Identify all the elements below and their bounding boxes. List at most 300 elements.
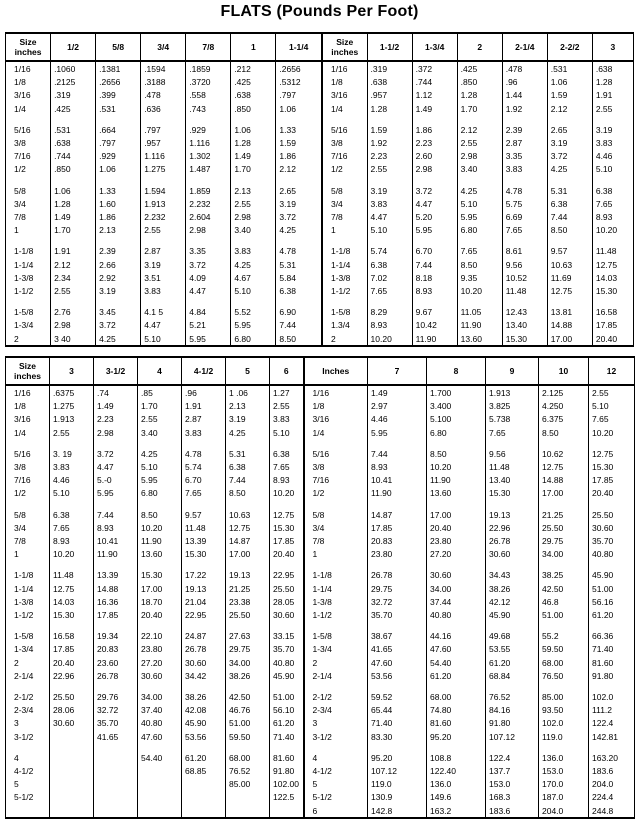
weight-value: 71.40 [270,730,304,743]
weight-value [427,621,486,629]
weight-value: 51.00 [270,690,304,703]
size-label: 1-1/4 [6,582,50,595]
weight-value: 5.95 [138,473,182,486]
weight-value: 14.03 [50,595,94,608]
weight-value: 45.90 [270,669,304,682]
weight-value: 54.40 [427,656,486,669]
weight-value [412,297,457,305]
weight-value: 5.74 [367,244,412,257]
weight-value: 45.90 [589,568,635,581]
weight-value: 6.38 [226,460,270,473]
size-label: 1-3/8 [322,271,367,284]
weight-value: 3.83 [502,162,547,175]
weight-value [589,743,635,751]
weight-value: 7.65 [486,426,539,439]
weight-value [427,439,486,447]
table-row [6,460,635,473]
weight-value: 5.95 [412,223,457,236]
weight-value [50,560,94,568]
weight-value: .3188 [141,75,186,88]
weight-value: 81.60 [427,716,486,729]
weight-value: 4.25 [138,447,182,460]
weight-value: 16.36 [94,595,138,608]
weight-value: 9.57 [547,244,592,257]
weight-value: 4.78 [502,184,547,197]
size-label [322,176,367,184]
weight-value: 4.78 [182,447,226,460]
weight-value [96,297,141,305]
weight-value: 30.60 [486,547,539,560]
weight-value: 59.52 [368,690,427,703]
size-label: 5/8 [6,184,51,197]
column-header: 1/2 [51,33,96,61]
weight-value [226,560,270,568]
weight-value: 16.58 [592,305,633,318]
weight-value: .636 [141,102,186,115]
weight-value: 2.55 [50,426,94,439]
weight-value: 20.40 [270,547,304,560]
size-label: 3/4 [6,197,51,210]
column-header: Inches [304,357,368,385]
size-label: 2-1/4 [304,669,368,682]
weight-value: 4.09 [186,271,231,284]
weight-value: 10.63 [547,258,592,271]
weight-value [368,682,427,690]
weight-value: .96 [502,75,547,88]
weight-value: .74 [94,385,138,399]
weight-value: 1.70 [51,223,96,236]
weight-value: 1.86 [276,149,322,162]
weight-value: 5.31 [226,447,270,460]
weight-value [96,236,141,244]
table-row [6,305,634,318]
weight-value: 35.70 [368,608,427,621]
size-label: 5/8 [6,508,50,521]
table-row [6,318,634,331]
weight-value: 7.65 [270,460,304,473]
weight-value [138,764,182,777]
size-label: 3/8 [322,136,367,149]
weight-value: 29.75 [368,582,427,595]
weight-value: 5.10 [270,426,304,439]
weight-value [182,743,226,751]
weight-value: 23.38 [226,595,270,608]
weight-value [276,297,322,305]
weight-value: 68.85 [182,764,226,777]
weight-value: 1.913 [486,385,539,399]
weight-value: 3.35 [502,149,547,162]
weight-value [51,297,96,305]
table-row [6,123,634,136]
weight-value [368,500,427,508]
weight-value [427,743,486,751]
table-row [6,258,634,271]
weight-value: 51.00 [539,608,589,621]
table-top [5,32,634,347]
weight-value: 40.80 [589,547,635,560]
weight-value: 40.80 [270,656,304,669]
weight-value: 2.98 [457,149,502,162]
weight-value: 1.70 [231,162,276,175]
weight-value: 17.85 [589,473,635,486]
size-label: 5 [6,777,50,790]
weight-value: 7.44 [412,258,457,271]
table-row [6,508,635,521]
weight-value: 85.00 [539,690,589,703]
table-row [6,682,635,690]
weight-value: 3.40 [138,426,182,439]
weight-value: 6.90 [276,305,322,318]
weight-value: 10.20 [138,521,182,534]
weight-value: 1.06 [547,75,592,88]
weight-value: 30.60 [50,716,94,729]
table-row [6,500,635,508]
size-label: 3/8 [304,460,368,473]
weight-value: 5.100 [427,412,486,425]
table-row [6,271,634,284]
size-label: 5/16 [322,123,367,136]
weight-value: 68.00 [226,751,270,764]
weight-value: .744 [412,75,457,88]
weight-value [592,115,633,123]
size-label: 7/8 [304,534,368,547]
weight-value: 7.65 [457,244,502,257]
weight-value: 26.78 [94,669,138,682]
weight-value: 95.20 [368,751,427,764]
page-title: FLATS (Pounds Per Foot) [220,3,419,20]
weight-value: 19.34 [94,629,138,642]
weight-value: 40.80 [138,716,182,729]
table-row [6,608,635,621]
weight-value [486,743,539,751]
weight-value [589,682,635,690]
size-label: 2-1/4 [6,669,50,682]
weight-value: 5.738 [486,412,539,425]
size-label: 4-1/2 [304,764,368,777]
weight-value: 2.66 [96,258,141,271]
weight-value: 35.70 [94,716,138,729]
weight-value: 2.98 [51,318,96,331]
size-label [322,297,367,305]
weight-value: 4.25 [276,223,322,236]
size-label: 3/16 [322,88,367,101]
weight-value: 6.38 [276,284,322,297]
table-row [6,743,635,751]
weight-value: 1 .06 [226,385,270,399]
weight-value: 20.83 [368,534,427,547]
weight-value: .957 [141,136,186,149]
weight-value: 2.13 [226,399,270,412]
weight-value [94,751,138,764]
weight-value: 30.60 [182,656,226,669]
weight-value: 2.76 [51,305,96,318]
weight-value: 13.81 [547,305,592,318]
weight-value: 6.375 [539,412,589,425]
weight-value [94,804,138,818]
weight-value: 15.30 [270,521,304,534]
weight-value: 5.10 [592,162,633,175]
weight-value [592,176,633,184]
size-label: 4 [304,751,368,764]
weight-value: 204.0 [589,777,635,790]
weight-value [486,621,539,629]
weight-value: 22.95 [182,608,226,621]
weight-value: .478 [141,88,186,101]
weight-value [138,743,182,751]
weight-value: 1.06 [231,123,276,136]
weight-value: 7.65 [50,521,94,534]
weight-value: 142.8 [368,804,427,818]
table-row [6,473,635,486]
weight-value: 4.47 [412,197,457,210]
weight-value: 4.78 [276,244,322,257]
weight-value: 3.72 [96,318,141,331]
weight-value: 91.80 [486,716,539,729]
weight-value: 61.20 [427,669,486,682]
weight-value: 8.93 [270,473,304,486]
weight-value: 2.98 [186,223,231,236]
weight-value: 10.20 [589,426,635,439]
weight-value: 9.56 [502,258,547,271]
weight-value: 9.56 [486,447,539,460]
weight-value: 17.85 [368,521,427,534]
table-row [6,236,634,244]
weight-value: 6.38 [367,258,412,271]
weight-value: 66.36 [589,629,635,642]
weight-value: 17.22 [182,568,226,581]
weight-value: 45.90 [486,608,539,621]
weight-value: 19.13 [486,508,539,521]
weight-value [182,439,226,447]
size-label: 1-1/2 [6,284,51,297]
weight-value [539,743,589,751]
weight-value: .425 [231,75,276,88]
table-row [6,61,634,75]
table-row [6,730,635,743]
weight-value: 11.48 [486,460,539,473]
table-row [6,656,635,669]
weight-value: 8.50 [539,426,589,439]
weight-value: 10.41 [368,473,427,486]
weight-value [182,560,226,568]
weight-value: 4.250 [539,399,589,412]
column-header: 1 [231,33,276,61]
weight-value: 12.75 [50,582,94,595]
weight-value [589,621,635,629]
weight-value: 1.59 [276,136,322,149]
column-header: Size inches [6,357,50,385]
weight-value: 168.3 [486,790,539,803]
table-row [6,595,635,608]
weight-value: 2.98 [94,426,138,439]
weight-value [502,115,547,123]
weight-value [270,621,304,629]
weight-value: 32.72 [94,703,138,716]
weight-value: 2.13 [231,184,276,197]
weight-value: 1.28 [457,88,502,101]
table-row [6,332,634,346]
weight-value: 10.20 [457,284,502,297]
weight-value: 28.06 [50,703,94,716]
weight-value: .425 [51,102,96,115]
size-label: 3/16 [304,412,368,425]
weight-value: 13.60 [138,547,182,560]
weight-value: 7.65 [502,223,547,236]
weight-value: .372 [412,61,457,75]
weight-value: 11.90 [138,534,182,547]
size-label [6,439,50,447]
weight-value: 3.19 [226,412,270,425]
size-label: 1/16 [322,61,367,75]
weight-value: 5.95 [186,332,231,346]
weight-value: 5.10 [457,197,502,210]
size-label [304,682,368,690]
weight-value: 25.50 [226,608,270,621]
weight-value: 32.72 [368,595,427,608]
weight-value [96,176,141,184]
weight-value: 17.85 [94,608,138,621]
weight-value: 34.42 [182,669,226,682]
weight-value: 108.8 [427,751,486,764]
weight-value: 11.90 [457,318,502,331]
size-label: 4-1/2 [6,764,50,777]
weight-value [50,439,94,447]
weight-value: 183.6 [589,764,635,777]
weight-value: 122.40 [427,764,486,777]
size-label: 1-1/2 [322,284,367,297]
weight-value [276,176,322,184]
size-label: 1-3/4 [304,642,368,655]
weight-value: 68.00 [539,656,589,669]
weight-value [141,236,186,244]
weight-value: 26.78 [486,534,539,547]
weight-value: 35.70 [589,534,635,547]
weight-value [457,115,502,123]
weight-value: 20.83 [94,642,138,655]
weight-value: 2.87 [502,136,547,149]
weight-value: .1060 [51,61,96,75]
weight-value [226,743,270,751]
weight-value: 2.232 [141,210,186,223]
weight-value [94,743,138,751]
column-header: 3 [592,33,633,61]
weight-value: 83.30 [368,730,427,743]
weight-value: .3720 [186,75,231,88]
weight-value: 13.60 [427,486,486,499]
weight-value: 2.39 [502,123,547,136]
weight-value: 3.83 [270,412,304,425]
weight-value: 38.25 [539,568,589,581]
weight-value: 35.70 [270,642,304,655]
size-label: 7/16 [304,473,368,486]
size-label: 3/4 [322,197,367,210]
weight-value: 25.50 [270,582,304,595]
weight-value: 2.87 [182,412,226,425]
table-row [6,75,634,88]
weight-value: 93.50 [539,703,589,716]
size-label: 1/2 [6,486,50,499]
weight-value: 27.63 [226,629,270,642]
weight-value: 2.55 [270,399,304,412]
weight-value: 2.98 [231,210,276,223]
size-label [6,115,51,123]
weight-value: 49.68 [486,629,539,642]
weight-value: 61.20 [589,608,635,621]
weight-value: 42.50 [226,690,270,703]
weight-value: 33.15 [270,629,304,642]
weight-value: 2.23 [94,412,138,425]
weight-value: 4.46 [592,149,633,162]
size-label: 2-1/2 [304,690,368,703]
weight-value [427,560,486,568]
size-label: 1-3/4 [6,318,51,331]
size-label: 1-5/8 [6,629,50,642]
weight-value: 122.4 [589,716,635,729]
weight-value [270,500,304,508]
weight-value: 5.31 [547,184,592,197]
weight-value: 187.0 [539,790,589,803]
table-row [6,176,634,184]
weight-value: 11.48 [182,521,226,534]
weight-value: 5.31 [276,258,322,271]
weight-value: 2.12 [276,162,322,175]
weight-value: 17.00 [539,486,589,499]
weight-value [231,115,276,123]
weight-value: 15.30 [502,332,547,346]
weight-value: 20.40 [50,656,94,669]
weight-value [539,500,589,508]
weight-value: 11.48 [502,284,547,297]
weight-value: 21.04 [182,595,226,608]
weight-value: 2.55 [138,412,182,425]
weight-value: 23.80 [427,534,486,547]
weight-value: 7.44 [368,447,427,460]
weight-value [547,115,592,123]
weight-value: 34.00 [226,656,270,669]
weight-value: 153.0 [486,777,539,790]
weight-value: 1.49 [51,210,96,223]
weight-value: 12.75 [226,521,270,534]
table-row [6,447,635,460]
table-row [6,716,635,729]
column-header: 1-3/4 [412,33,457,61]
size-label: 1 [304,547,368,560]
weight-value: 34.00 [427,582,486,595]
weight-value [231,297,276,305]
weight-value [50,730,94,743]
weight-value: 2.55 [141,223,186,236]
weight-value [412,115,457,123]
weight-value: 3.83 [182,426,226,439]
weight-value: 3.72 [186,258,231,271]
weight-value: 8.93 [368,460,427,473]
weight-value: .319 [51,88,96,101]
size-label: 7/16 [6,149,51,162]
weight-value: 37.44 [427,595,486,608]
size-label [304,621,368,629]
column-header: 3 [50,357,94,385]
weight-value: 68.00 [427,690,486,703]
weight-value: 5.95 [368,426,427,439]
weight-value: 8.29 [367,305,412,318]
weight-value [141,297,186,305]
table-row [6,439,635,447]
size-label: 1-5/8 [6,305,51,318]
weight-value [141,176,186,184]
weight-value [502,176,547,184]
size-label: 3-1/2 [6,730,50,743]
weight-value: 44.16 [427,629,486,642]
